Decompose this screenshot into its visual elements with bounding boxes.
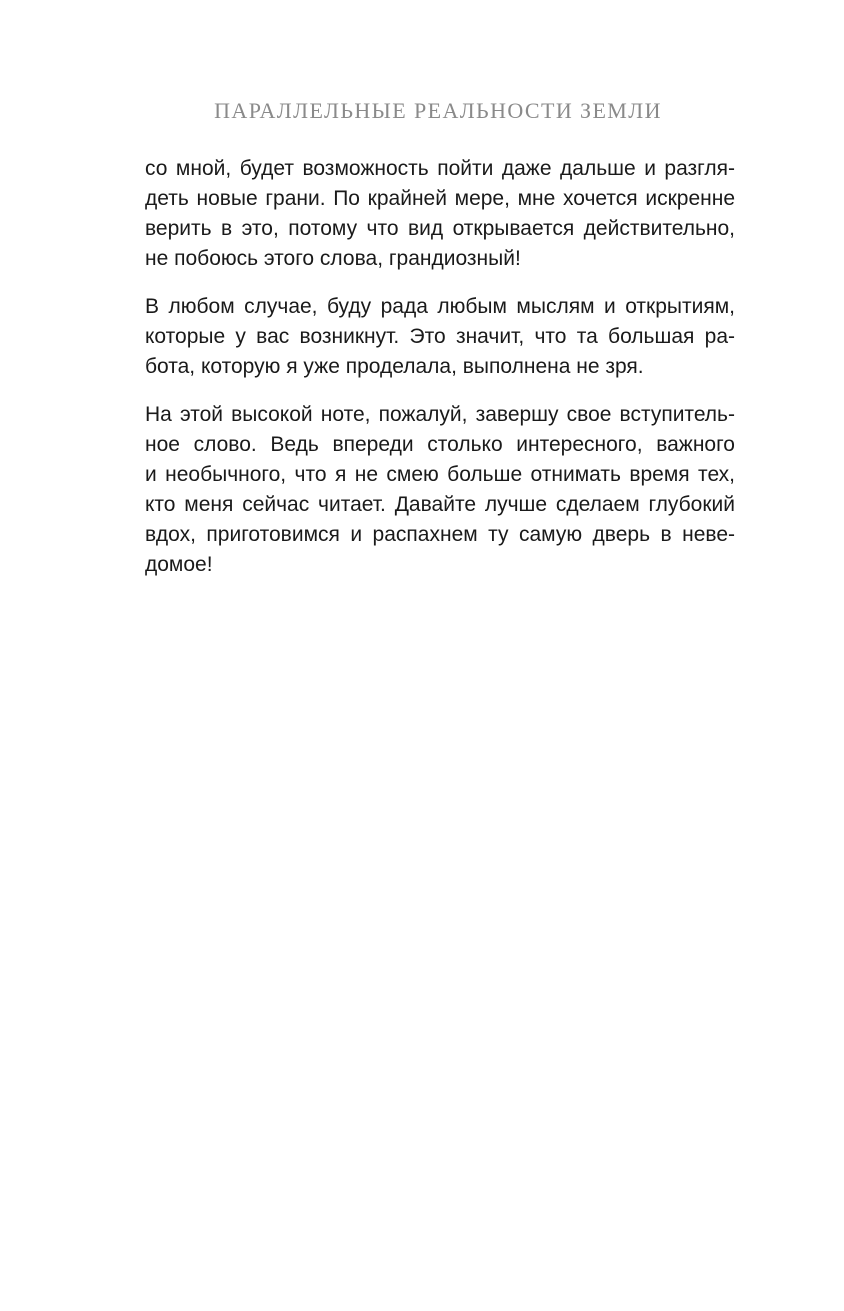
body-text [145,154,735,598]
text-line: ное слово. Ведь впереди столько интересного, важного [145,433,735,456]
running-head: ПАРАЛЛЕЛЬНЫЕ РЕАЛЬНОСТИ ЗЕМЛИ [214,98,662,123]
text-line: домое! [145,553,213,576]
paragraph [145,154,735,274]
text-line: На этой высокой ноте, пожалуй, завершу свое вступитель- [145,403,735,426]
text-line: В любом случае, буду рада любым мыслям и открытиям, [145,295,735,318]
text-line: бота, которую я уже проделала, выполнена не зря. [145,355,644,378]
text-line: верить в это, потому что вид открывается действительно, [145,217,735,240]
text-line: вдох, приготовимся и распахнем ту самую дверь в неве- [145,523,735,546]
text-line: и необычного, что я не смею больше отнимать время тех, [145,463,735,486]
paragraph [145,400,735,580]
text-line: со мной, будет возможность пойти даже дальше и разгля- [145,157,735,180]
paragraph [145,292,735,382]
text-line: которые у вас возникнут. Это значит, что та большая ра- [145,325,735,348]
text-line: не побоюсь этого слова, грандиозный! [145,247,521,270]
text-line: кто меня сейчас читает. Давайте лучше сделаем глубокий [145,493,735,516]
text-line: деть новые грани. По крайней мере, мне хочется искренне [145,187,735,210]
